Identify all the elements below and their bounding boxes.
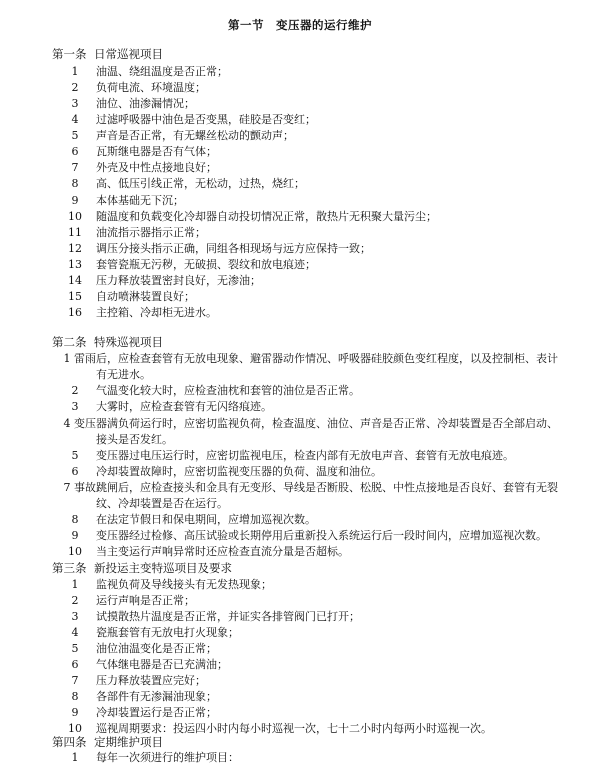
item-text: 冷却装置运行是否正常； <box>96 706 217 719</box>
list-item <box>0 673 600 689</box>
item-text: 套管瓷瓶无污秽，无破损、裂纹和放电痕迹； <box>96 258 316 271</box>
item-number: 10 <box>68 722 82 735</box>
list-item <box>0 593 600 609</box>
item-text: 随温度和负载变化冷却器自动投切情况正常，散热片无积聚大量污尘； <box>96 210 437 223</box>
item-text: 压力释放装置密封良好，无渗油； <box>96 274 261 287</box>
item-number: 15 <box>68 290 82 303</box>
item-number: 7 <box>71 674 79 687</box>
item-text: 监视负荷及导线接头有无发热现象； <box>96 578 272 591</box>
item-number: 1 <box>63 352 71 365</box>
list-item <box>0 528 600 544</box>
item-text-continuation: 接头是否发红。 <box>96 433 173 446</box>
list-item <box>0 448 600 464</box>
list-item <box>0 625 600 641</box>
item-number: 9 <box>71 529 79 542</box>
item-number: 3 <box>71 97 79 110</box>
list-item <box>0 128 600 144</box>
item-number: 5 <box>71 642 79 655</box>
item-number: 4 <box>71 626 79 639</box>
item-text: 试摸散热片温度是否正常，并证实各排管阀门已打开； <box>96 610 360 623</box>
section-title: 日常巡视项目 <box>94 47 163 61</box>
item-text: 在法定节假日和保电期间，应增加巡视次数。 <box>96 513 316 526</box>
item-number: 2 <box>71 384 79 397</box>
item-number: 3 <box>71 400 79 413</box>
section-tag: 第二条 <box>52 335 87 349</box>
item-text: 每年一次须进行的维护项目： <box>96 751 239 764</box>
item-number: 10 <box>68 210 82 223</box>
item-text: 运行声响是否正常； <box>96 594 195 607</box>
section-tag: 第四条 <box>52 735 87 749</box>
item-text: 巡视周期要求：投运四小时内每小时巡视一次，七十二小时内每两小时巡视一次。 <box>96 722 492 735</box>
list-item <box>0 351 600 367</box>
list-item <box>0 705 600 721</box>
item-number: 4 <box>71 113 79 126</box>
item-text: 变压器经过检修、高压试验或长期停用后重新投入系统运行后一段时间内，应增加巡视次数。 <box>96 529 547 542</box>
page-title: 第一节 变压器的运行维护 <box>228 18 372 32</box>
item-text: 事故跳闸后，应检查接头和金具有无变形、导线是否断股、松脱、中性点接地是否良好、套管有无裂 <box>74 481 558 494</box>
list-item <box>0 577 600 593</box>
item-text-continuation: 纹、冷却装置是否在运行。 <box>96 497 228 510</box>
list-item <box>0 305 600 321</box>
section-heading-1 <box>52 46 163 62</box>
item-number: 6 <box>71 658 79 671</box>
item-number: 11 <box>68 226 82 239</box>
section-title: 特殊巡视项目 <box>94 335 163 349</box>
section-tag: 第三条 <box>52 561 87 575</box>
list-item <box>0 257 600 273</box>
item-text: 气温变化较大时，应检查油枕和套管的油位是否正常。 <box>96 384 360 397</box>
list-item <box>0 160 600 176</box>
item-text: 本体基础无下沉； <box>96 194 184 207</box>
list-item <box>0 176 600 192</box>
item-text: 压力释放装置应完好； <box>96 674 206 687</box>
list-item <box>0 144 600 160</box>
item-number: 14 <box>68 274 82 287</box>
list-item <box>0 80 600 96</box>
item-number: 1 <box>71 578 79 591</box>
list-item-continuation <box>0 496 600 512</box>
item-text: 主控箱、冷却柜无进水。 <box>96 306 217 319</box>
list-item <box>0 112 600 128</box>
item-number: 12 <box>68 242 82 255</box>
list-item <box>0 273 600 289</box>
list-item <box>0 96 600 112</box>
item-text: 油位、油渗漏情况； <box>96 97 195 110</box>
list-item <box>0 241 600 257</box>
item-text: 过滤呼吸器中油色是否变黑，硅胶是否变红； <box>96 113 316 126</box>
list-item-continuation <box>0 367 600 383</box>
item-text: 瓦斯继电器是否有气体； <box>96 145 217 158</box>
list-item <box>0 383 600 399</box>
item-text: 雷雨后，应检查套管有无放电现象、避雷器动作情况、呼吸器硅胶颜色变红程度，以及控制柜、表计 <box>74 352 558 365</box>
item-text: 油位油温变化是否正常； <box>96 642 217 655</box>
list-item <box>0 416 600 432</box>
list-item <box>0 209 600 225</box>
section-heading-3 <box>52 560 232 576</box>
item-number: 7 <box>63 481 71 494</box>
item-text: 变压器满负荷运行时，应密切监视负荷，检查温度、油位、声音是否正常、冷却装置是否全部启动、 <box>74 417 558 430</box>
list-item <box>0 289 600 305</box>
list-item <box>0 657 600 673</box>
item-text: 自动喷淋装置良好； <box>96 290 195 303</box>
list-item-continuation <box>0 432 600 448</box>
item-number: 4 <box>63 417 71 430</box>
item-text: 冷却装置故障时，应密切监视变压器的负荷、温度和油位。 <box>96 465 382 478</box>
item-number: 16 <box>68 306 82 319</box>
item-text: 油温、绕组温度是否正常； <box>96 65 228 78</box>
item-text: 调压分接头指示正确，同组各相现场与远方应保持一致； <box>96 242 371 255</box>
item-number: 8 <box>71 513 79 526</box>
list-item <box>0 480 600 496</box>
item-text: 负荷电流、环境温度； <box>96 81 206 94</box>
list-item <box>0 464 600 480</box>
list-item <box>0 512 600 528</box>
list-item <box>0 64 600 80</box>
item-number: 5 <box>71 449 79 462</box>
item-number: 5 <box>71 129 79 142</box>
item-text: 油流指示器指示正常； <box>96 226 206 239</box>
item-number: 9 <box>71 706 79 719</box>
list-item <box>0 609 600 625</box>
item-text: 大雾时，应检查套管有无闪络痕迹。 <box>96 400 272 413</box>
section-heading-2 <box>52 334 163 350</box>
item-number: 2 <box>71 594 79 607</box>
item-number: 1 <box>71 751 79 764</box>
item-number: 7 <box>71 161 79 174</box>
item-number: 9 <box>71 194 79 207</box>
list-item <box>0 544 600 560</box>
item-number: 1 <box>71 65 79 78</box>
item-text: 各部件有无渗漏油现象； <box>96 690 217 703</box>
item-text: 当主变运行声响异常时还应检查直流分量是否超标。 <box>96 545 349 558</box>
item-number: 6 <box>71 145 79 158</box>
list-item <box>0 225 600 241</box>
item-text: 高、低压引线正常，无松动，过热，烧红； <box>96 177 305 190</box>
list-item <box>0 750 600 766</box>
list-item <box>0 689 600 705</box>
section-tag: 第一条 <box>52 47 87 61</box>
item-number: 3 <box>71 610 79 623</box>
item-text-continuation: 有无进水。 <box>96 368 151 381</box>
item-number: 2 <box>71 81 79 94</box>
item-text: 变压器过电压运行时，应密切监视电压，检查内部有无放电声音、套管有无放电痕迹。 <box>96 449 514 462</box>
item-number: 10 <box>68 545 82 558</box>
item-number: 13 <box>68 258 82 271</box>
section-title: 定期维护项目 <box>94 735 163 749</box>
item-text: 声音是否正常，有无螺丝松动的颤动声； <box>96 129 294 142</box>
list-item <box>0 399 600 415</box>
section-title: 新投运主变特巡项目及要求 <box>94 561 232 575</box>
item-text: 气体继电器是否已充满油； <box>96 658 228 671</box>
item-number: 8 <box>71 690 79 703</box>
list-item <box>0 193 600 209</box>
item-number: 6 <box>71 465 79 478</box>
item-text: 外壳及中性点接地良好； <box>96 161 217 174</box>
section-heading-4 <box>52 734 163 750</box>
item-text: 瓷瓶套管有无放电打火现象； <box>96 626 239 639</box>
list-item <box>0 641 600 657</box>
item-number: 8 <box>71 177 79 190</box>
